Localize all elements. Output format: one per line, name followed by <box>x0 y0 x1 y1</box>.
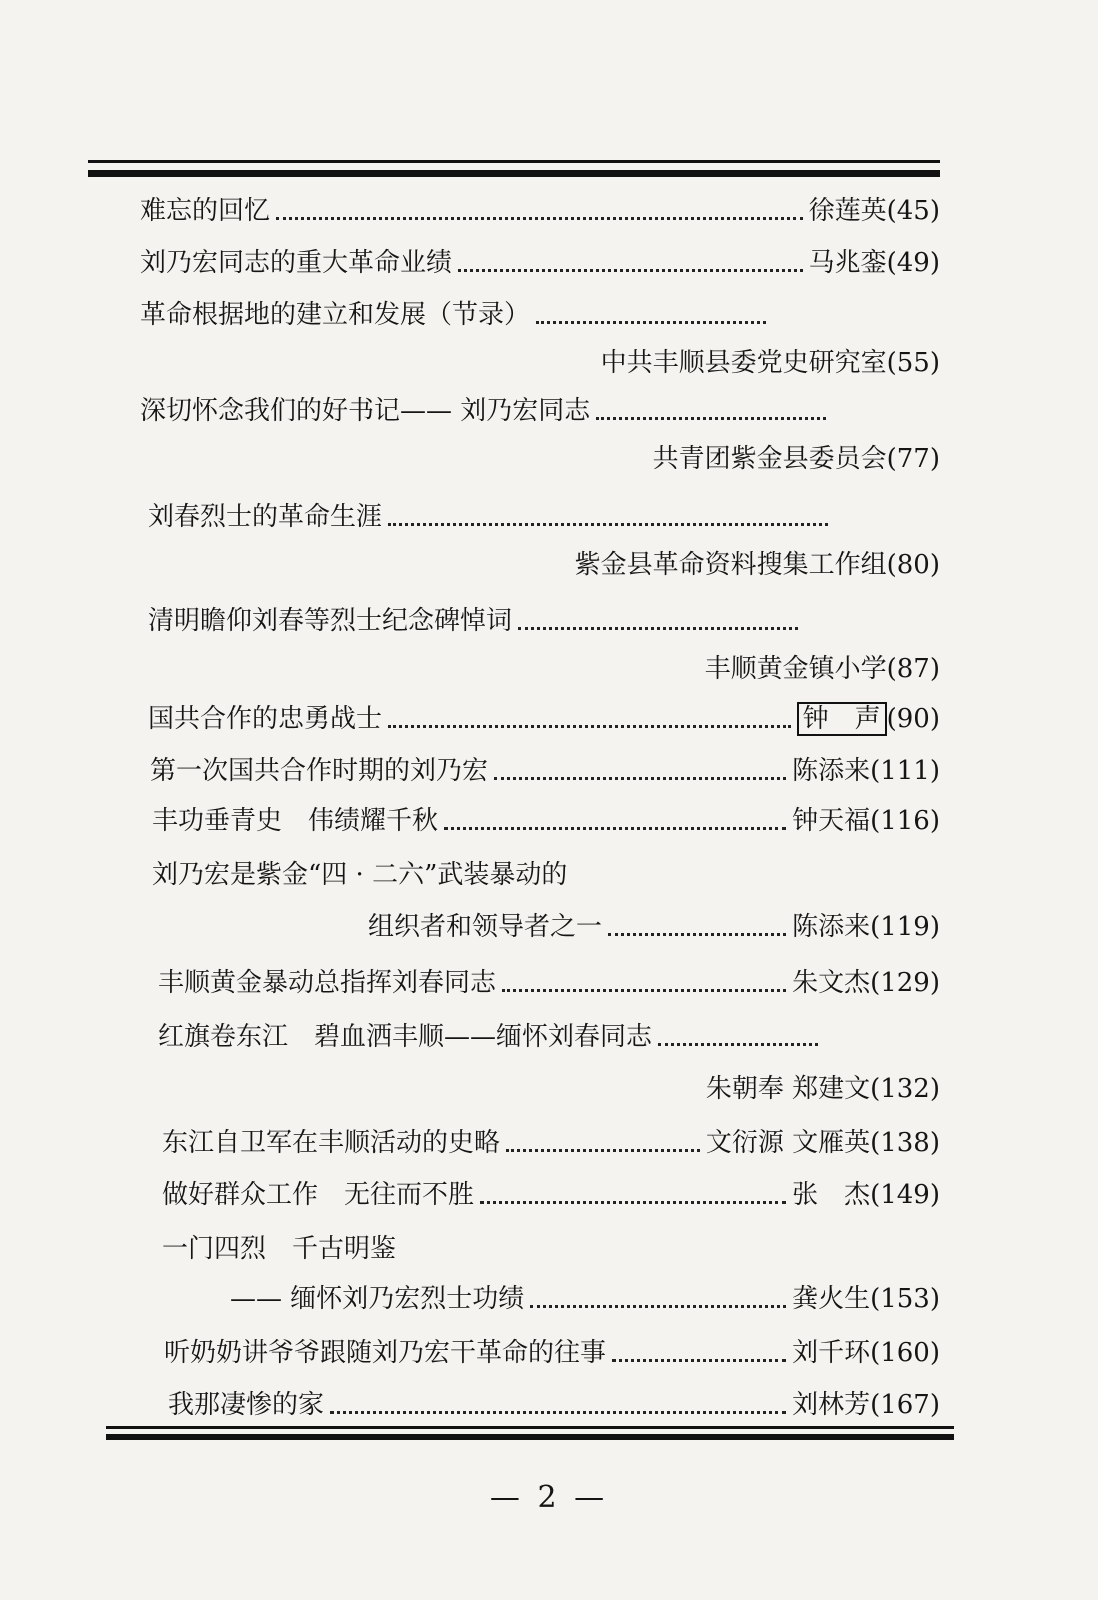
toc-entry-continuation <box>140 646 940 686</box>
toc-entry-author: 刘千环(160) <box>792 1338 940 1368</box>
toc-entry <box>140 598 940 638</box>
leader-dots <box>612 1358 786 1362</box>
toc-entry-author-boxed: 钟 声 <box>797 702 887 736</box>
leader-dots <box>658 1042 818 1046</box>
toc-entry-continuation <box>140 1276 940 1316</box>
leader-dots <box>494 776 786 780</box>
toc-entry-title: 听奶奶讲爷爷跟随刘乃宏干革命的往事 <box>164 1338 607 1368</box>
toc-entry <box>140 1382 940 1422</box>
toc-entry-title: 国共合作的忠勇战士 <box>148 704 383 734</box>
leader-dots <box>330 1410 786 1414</box>
toc-entry <box>140 798 940 838</box>
page-number: — 2 — <box>489 1480 609 1515</box>
toc-entry <box>140 292 940 332</box>
leader-dots <box>502 988 786 992</box>
toc-entry-title: 刘乃宏是紫金“四 · 二六”武装暴动的 <box>152 860 568 890</box>
leader-dots <box>530 1304 786 1308</box>
leader-dots <box>608 932 786 936</box>
top-rule-thin <box>88 160 940 163</box>
toc-entry-title: 难忘的回忆 <box>140 196 271 226</box>
leader-dots <box>506 1148 700 1152</box>
toc-entry-page: (90) <box>886 704 940 734</box>
toc-entry <box>140 188 940 228</box>
toc-entry-continuation <box>140 436 940 476</box>
toc-entry <box>140 748 940 788</box>
bottom-rule-thick <box>106 1434 954 1440</box>
top-rule-thick <box>88 170 940 177</box>
toc-entry-title: 我那凄惨的家 <box>168 1390 325 1420</box>
toc-entry-continuation <box>140 1066 940 1106</box>
leader-dots <box>518 626 798 630</box>
toc-entry <box>140 1330 940 1370</box>
leader-dots <box>388 522 828 526</box>
toc-entry-continuation <box>140 340 940 380</box>
bottom-rule-thin <box>106 1426 954 1429</box>
toc-entry <box>140 1172 940 1212</box>
toc-entry <box>140 494 940 534</box>
toc-entry <box>140 1120 940 1160</box>
toc-entry-title: 东江自卫军在丰顺活动的史略 <box>162 1128 501 1158</box>
toc-entry-author: 陈添来(119) <box>792 912 940 942</box>
toc-entry <box>140 696 940 736</box>
toc-entry-author: 朱文杰(129) <box>792 968 940 998</box>
leader-dots <box>596 416 826 420</box>
toc-entry-title: 第一次国共合作时期的刘乃宏 <box>150 756 489 786</box>
toc-entry-author: 钟天福(116) <box>792 806 940 836</box>
toc-entry-title: 红旗卷东江 碧血洒丰顺——缅怀刘春同志 <box>158 1022 653 1052</box>
toc-entry-title: 深切怀念我们的好书记—— 刘乃宏同志 <box>140 396 591 426</box>
toc-entry-author: 文衍源 文雁英(138) <box>705 1128 940 1158</box>
toc-entry-author: 张 杰(149) <box>792 1180 940 1210</box>
leader-dots <box>276 216 803 220</box>
toc-entry-title: 丰功垂青史 伟绩耀千秋 <box>152 806 439 836</box>
toc-entry-title: 丰顺黄金暴动总指挥刘春同志 <box>158 968 497 998</box>
leader-dots <box>388 724 791 728</box>
toc-entry-title: 清明瞻仰刘春等烈士纪念碑悼词 <box>148 606 513 636</box>
toc-entry-author: 龚火生(153) <box>792 1284 940 1314</box>
leader-dots <box>444 826 786 830</box>
toc-entry-title: 刘春烈士的革命生涯 <box>148 502 383 532</box>
toc-entry-continuation <box>140 904 940 944</box>
toc-entry-title: 做好群众工作 无往而不胜 <box>162 1180 475 1210</box>
toc-entry-author: 马兆銮(49) <box>808 248 940 278</box>
toc-entry <box>140 852 940 892</box>
toc-entry-title: 革命根据地的建立和发展（节录） <box>140 300 531 330</box>
toc-entry <box>140 960 940 1000</box>
toc-entry-title: 一门四烈 千古明鉴 <box>162 1234 397 1264</box>
toc-entry <box>140 1226 940 1266</box>
toc-entry-title: 刘乃宏同志的重大革命业绩 <box>140 248 453 278</box>
toc-entry-continuation <box>140 542 940 582</box>
toc-entry <box>140 388 940 428</box>
toc-entry-author: 陈添来(111) <box>792 756 940 786</box>
leader-dots <box>458 268 803 272</box>
toc-entry-author: 朱朝奉 郑建文(132) <box>705 1074 940 1104</box>
toc-entry-author: 共青团紫金县委员会(77) <box>652 444 940 474</box>
toc-entry-title: 组织者和领导者之一 <box>368 912 603 942</box>
toc-entry-title: —— 缅怀刘乃宏烈士功绩 <box>230 1284 525 1314</box>
toc-entry <box>140 240 940 280</box>
leader-dots <box>536 320 766 324</box>
toc-entry-author: 紫金县革命资料搜集工作组(80) <box>574 550 940 580</box>
toc-entry-author: 刘林芳(167) <box>792 1390 940 1420</box>
toc-entry-author: 中共丰顺县委党史研究室(55) <box>600 348 940 378</box>
toc-entry-author: 丰顺黄金镇小学(87) <box>704 654 940 684</box>
leader-dots <box>480 1200 786 1204</box>
toc-entry <box>140 1014 940 1054</box>
toc-entry-author: 徐莲英(45) <box>808 196 940 226</box>
